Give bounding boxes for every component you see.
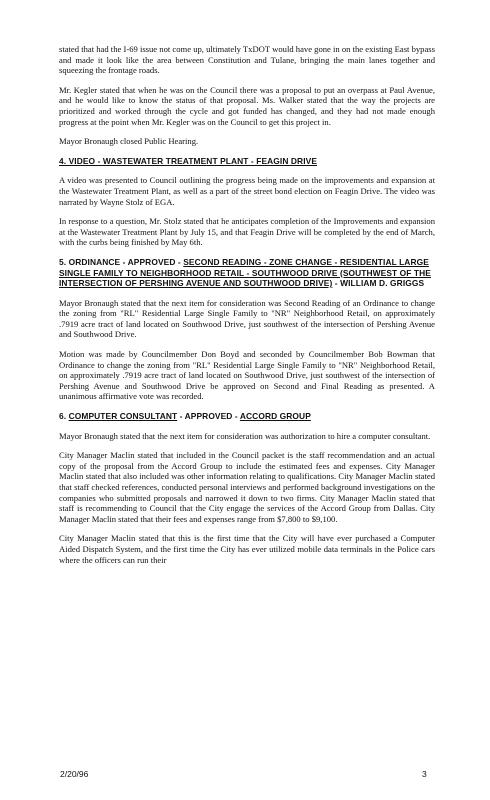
paragraph-video-presented: A video was presented to Council outlining the progress being made on the improvements and expansion at the Wastewater Treatment Plant, as well as a part of the street bond election on Feagin Drive. The video was narrated by Wayne Stolz of EGA. <box>59 175 435 207</box>
heading-item-6-prefix: 6. <box>59 411 69 422</box>
footer-date: 2/20/96 <box>60 769 89 779</box>
heading-item-6-underlined: COMPUTER CONSULTANT <box>68 411 178 422</box>
paragraph-hire-consultant: Mayor Bronaugh stated that the next item for consideration was authorization to hire a computer consultant. <box>59 430 431 441</box>
footer-page-number: 3 <box>422 769 427 779</box>
heading-item-4-text: 4. VIDEO - WASTEWATER TREATMENT PLANT - FEAGIN DRIVE <box>59 155 317 166</box>
heading-item-5-ordinance <box>59 257 435 289</box>
paragraph-public-hearing-closed: Mayor Bronaugh closed Public Hearing. <box>59 136 199 147</box>
heading-item-4-video <box>59 156 435 167</box>
heading-item-5-suffix: - WILLIAM D. GRIGGS <box>332 278 425 289</box>
heading-item-5-prefix: 5. ORDINANCE - APPROVED - <box>59 256 184 267</box>
paragraph-txdot-bypass: stated that had the I-69 issue not come up, ultimately TxDOT would have gone in on the existing East bypass and made it look like the area between Constitution and Tulane, bringing the main lanes together and squeezing the frontage roads. <box>59 44 435 76</box>
heading-item-6-mid: - APPROVED - <box>177 411 240 422</box>
paragraph-kegler-overpass: Mr. Kegler stated that when he was on the Council there was a proposal to put an overpass at Paul Avenue, and he would like to know the status of that proposal. Ms. Walker stated that the way the projects are prioritized and worked through the cycle and got funded has changed, and they had not made enough progress at the point when Mr. Kegler was on the Council to get this project in. <box>59 84 435 127</box>
paragraph-second-reading: Mayor Bronaugh stated that the next item for consideration was Second Reading of an Ordinance to change the zoning from "RL" Residential Large Single Family to "NR" Neighborhood Retail, on approximately .7919 acre tract of land located on Southwood Drive, just southwest of the intersection of Pershing Avenue and Southwood Drive. <box>59 297 435 340</box>
minutes-body <box>59 44 435 574</box>
heading-item-6-consultant <box>59 411 435 422</box>
heading-item-5-underlined: SECOND READING - ZONE CHANGE - RESIDENTIAL LARGE SINGLE FAMILY TO NEIGHBORHOOD RETAIL - SOUTHWOOD DRIVE (SOUTHWEST OF THE INTERSECTION OF PERSHING AVENUE AND SOUTHWOOD DRIVE) <box>59 256 431 289</box>
paragraph-motion-zoning: Motion was made by Councilmember Don Boyd and seconded by Councilmember Bob Bowman that Ordinance to change the zoning from "RL" Residential Large Single Family to "NR" Neighborhood Retail, on approximately .7919 acre tract of land located on Southwood Drive, just southwest of the intersection of Pershing Avenue and Southwood Drive be approved on Second and Final Reading as presented. A unanimous affirmative vote was recorded. <box>59 349 435 402</box>
paragraph-stolz-completion: In response to a question, Mr. Stolz stated that he anticipates completion of the Improvements and expansion at the Wastewater Treatment Plant by July 15, and that Feagin Drive will be completed by the end of March, with the curbs being finished by May 6th. <box>59 216 435 248</box>
paragraph-dispatch-system: City Manager Maclin stated that this is the first time that the City will have ever purchased a Computer Aided Dispatch System, and the first time the City has ever utilized mobile data terminals in the Police cars where the officers can run their <box>59 533 435 565</box>
heading-item-6-underlined-2: ACCORD GROUP <box>239 411 311 422</box>
paragraph-maclin-recommendation: City Manager Maclin stated that included in the Council packet is the staff recommendation and an actual copy of the proposal from the Accord Group to include the estimated fees and expenses. City Manager Maclin stated that also included was other information relating to qualifications. City Manager Maclin stated that staff checked references, conducted personal interviews and performed background investigations on the companies who submitted proposals and narrowed it down to two firms. City Manager Maclin stated that staff is recommending to Council that the City engage the services of the Accord Group from Dallas. City Manager Maclin stated that their fees and expenses range from $7,800 to $9,100. <box>59 450 435 524</box>
